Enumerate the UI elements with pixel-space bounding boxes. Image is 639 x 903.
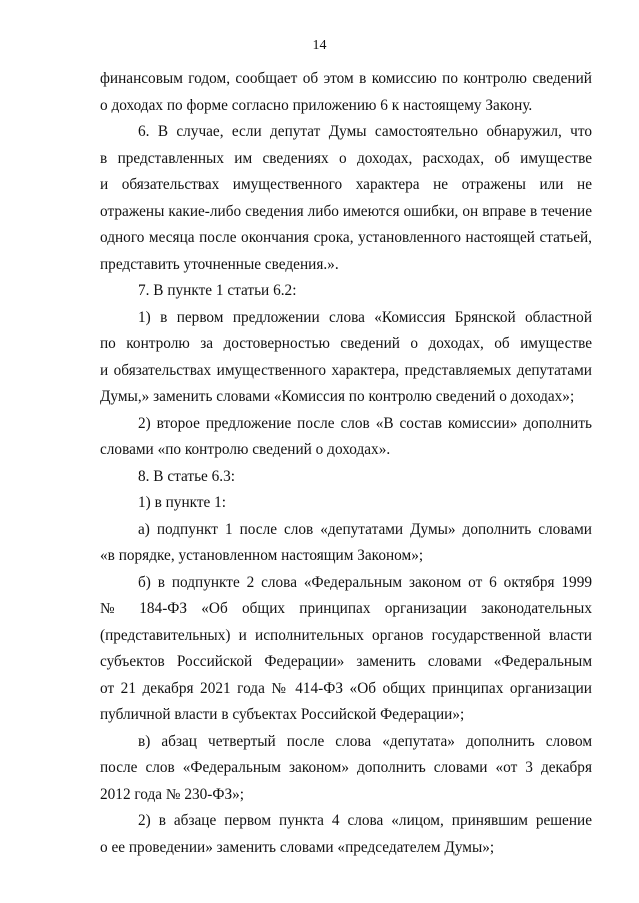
text-line: 1) в пункте 1: bbox=[138, 494, 227, 511]
text-line: о доходах по форме согласно приложению 6 к настоящему Закону. bbox=[100, 96, 533, 114]
text-line: от 21 декабря 2021 года № 414-ФЗ «Об общих принципах организации bbox=[100, 679, 592, 697]
text-line: 2) в абзаце первом пункта 4 слова «лицом, принявшим решение bbox=[138, 812, 592, 829]
text-line: 1) в первом предложении слова «Комиссия Брянской областной bbox=[138, 308, 592, 326]
text-line: в) абзац четвертый после слова «депутата» дополнить словом bbox=[138, 732, 592, 750]
text-line: публичной власти в субъектах Российской Федерации»; bbox=[100, 706, 465, 723]
text-line: 2) второе предложение после слов «В состав комиссии» дополнить bbox=[138, 414, 592, 432]
text-line: а) подпункт 1 после слов «депутатами Думы» дополнить словами bbox=[138, 520, 592, 538]
text-line: о ее проведении» заменить словами «председателем Думы»; bbox=[100, 838, 495, 856]
text-line: Думы,» заменить словами «Комиссия по контролю сведений о доходах»; bbox=[100, 388, 575, 405]
text-line: в представленных им сведениях о доходах, расходах, об имуществе bbox=[100, 149, 592, 167]
text-line: «в порядке, установленном настоящим Законом»; bbox=[100, 547, 424, 564]
document-body bbox=[100, 66, 592, 861]
text-line: словами «по контролю сведений о доходах». bbox=[100, 441, 391, 458]
text-line: после слов «Федеральным законом» дополнить словами «от 3 декабря bbox=[100, 759, 592, 776]
text-line: финансовым годом, сообщает об этом в комиссию по контролю сведений bbox=[100, 70, 592, 87]
text-line: отражены какие-либо сведения либо имеются ошибки, он вправе в течение bbox=[100, 202, 592, 220]
text-line: субъектов Российской Федерации» заменить словами «Федеральным bbox=[100, 653, 592, 670]
text-line: 2012 года № 230-ФЗ»; bbox=[100, 785, 245, 803]
text-line: и обязательствах имущественного характера, представляемых депутатами bbox=[100, 361, 592, 379]
text-line: представить уточненные сведения.». bbox=[100, 255, 339, 273]
text-line: 7. В пункте 1 статьи 6.2: bbox=[138, 282, 297, 299]
text-line: и обязательствах имущественного характера не отражены или не bbox=[100, 176, 592, 193]
page-number: 14 bbox=[312, 38, 327, 53]
text-line: № 184-ФЗ «Об общих принципах организации законодательных bbox=[100, 600, 592, 617]
text-line: одного месяца после окончания срока, установленного настоящей статьей, bbox=[100, 229, 592, 246]
text-line: (представительных) и исполнительных органов государственной власти bbox=[100, 626, 592, 644]
text-line: 8. В статье 6.3: bbox=[138, 467, 236, 485]
text-line: по контролю за достоверностью сведений о доходах, об имуществе bbox=[100, 335, 592, 352]
text-line: 6. В случае, если депутат Думы самостоятельно обнаружил, что bbox=[138, 123, 592, 140]
text-line: б) в подпункте 2 слова «Федеральным законом от 6 октября 1999 bbox=[138, 573, 592, 591]
